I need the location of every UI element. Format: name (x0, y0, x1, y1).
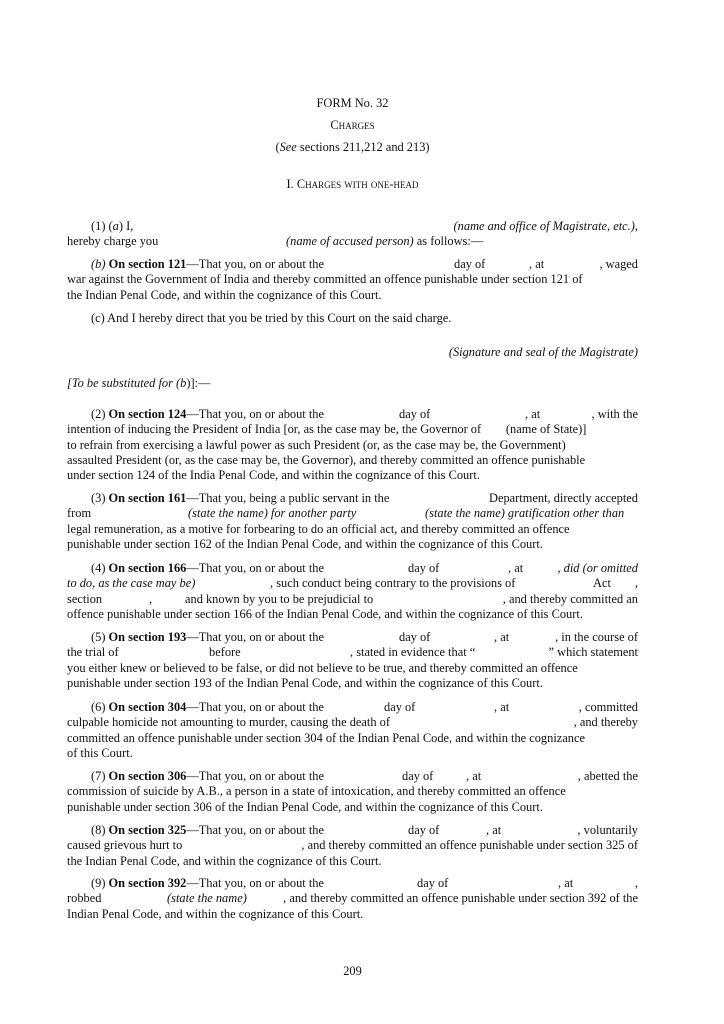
charge-section-193: (5) On section 193—That you, on or about the day of , at , in the course of the trial of before , stated in evidence that “ ” which statement you either knew or believed to be false, or did not believe to be true, and thereby committed an offence punishable under section 193 of the Indian Penal Code, and within the cognizance of this Court. (67, 630, 638, 690)
sections-reference: (See sections 211,212 and 213) (275, 140, 430, 154)
charge-section-124: (2) On section 124—That you, on or about the day of , at , with the intention of inducing the President of India [or, as the case may be, the Governor of (name of State)] to refrain from exercising a lawful power as such President (or, as the case may be, the Government) assaulted President (or, as the case may be, the Governor), and thereby committed an offence punishable under section 124 of the India Penal Code, and within the cognizance of this Court. (67, 407, 638, 483)
form-title: Charges (330, 118, 375, 132)
charge-section-306: (7) On section 306—That you, on or about the day of , at , abetted the commission of suicide by A.B., a person in a state of intoxication, and thereby committed an offence punishable under section 306 of the Indian Penal Code, and within the cognizance of this Court. (67, 769, 638, 814)
paragraph-c: (c) And I hereby direct that you be tried by this Court on the said charge. (91, 311, 452, 325)
page-number: 209 (343, 964, 362, 978)
charge-section-161: (3) On section 161—That you, being a public servant in the Department, directly accepted from (state the name) for another party (state the name) gratification other than legal remuneration, as a motive for forbearing to do an official act, and thereby committed an offence punishable under section 162 of the Indian Penal Code, and within the cognizance of this Court. (67, 491, 638, 551)
charge-section-392: (9) On section 392—That you, on or about the day of , at , robbed (state the name) , and thereby committed an offence punishable under section 392 of the Indian Penal Code, and within the cognizance of this Court. (67, 876, 638, 921)
paragraph-b: (b) On section 121—That you, on or about the day of , at , waged war against the Government of India and thereby committed an offence punishable under section 121 of the Indian Penal Code, and within the cognizance of this Court. (67, 257, 638, 302)
substitute-note: [To be substituted for (b)]:— (67, 376, 211, 390)
charge-section-166: (4) On section 166—That you, on or about the day of , at , did (or omitted to do, as the case may be) , such conduct being contrary to the provisions of Act , section , and known by you to be prejudicial to , and thereby committed an offence punishable under section 166 of the Indian Penal Code, and within the cognizance of this Court. (67, 561, 638, 621)
signature-line: (Signature and seal of the Magistrate) (448, 345, 638, 359)
document-page (67, 0, 638, 1024)
section-heading: I. Charges with one-head (286, 177, 419, 191)
form-number: FORM No. 32 (316, 96, 389, 110)
paragraph-1: (1) (a) I, (name and office of Magistrate, etc.), hereby charge you (name of accused person) as follows:— (67, 219, 638, 249)
charge-section-304: (6) On section 304—That you, on or about the day of , at , committed culpable homicide not amounting to murder, causing the death of , and thereby committed an offence punishable under section 304 of the Indian Penal Code, and within the cognizance of this Court. (67, 700, 638, 760)
charge-section-325: (8) On section 325—That you, on or about the day of , at , voluntarily caused grievous hurt to , and thereby committed an offence punishable under section 325 of the Indian Penal Code, and within the cognizance of this Court. (67, 823, 638, 868)
